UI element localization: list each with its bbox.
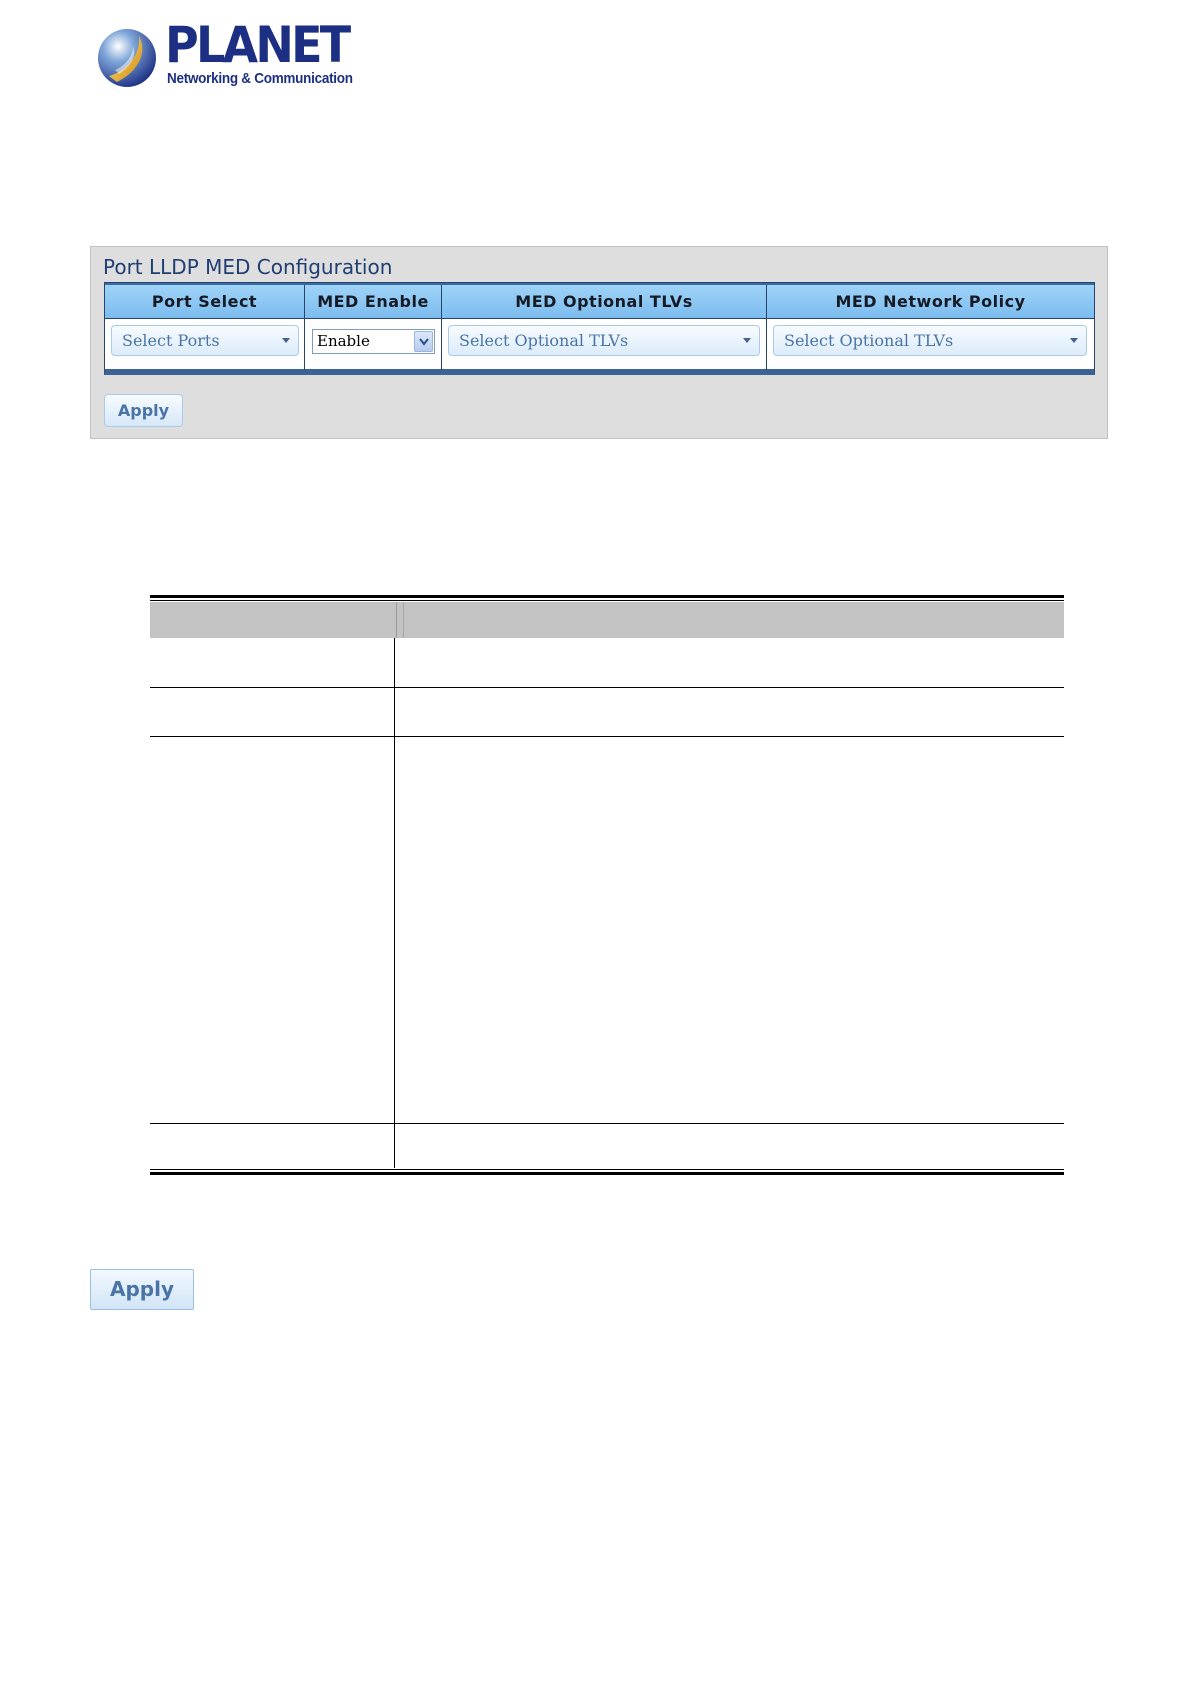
chevron-down-icon xyxy=(1070,338,1078,343)
panel-title: Port LLDP MED Configuration xyxy=(103,255,393,279)
optional-tlvs-value: Select Optional TLVs xyxy=(459,331,629,350)
table-bottom-rule xyxy=(150,1169,1064,1175)
med-enable-select[interactable] xyxy=(312,329,435,354)
network-policy-value: Select Optional TLVs xyxy=(784,331,954,350)
table-header xyxy=(150,602,1064,638)
med-enable-value: Enable xyxy=(317,332,370,350)
config-table-header xyxy=(105,283,1094,319)
apply-button[interactable]: Apply xyxy=(104,394,183,427)
chevron-down-icon xyxy=(282,338,290,343)
header-med-enable: MED Enable xyxy=(304,285,441,318)
header-divider xyxy=(403,602,404,638)
header-med-optional-tlvs: MED Optional TLVs xyxy=(441,285,766,318)
row-divider xyxy=(150,736,1064,737)
network-policy-dropdown[interactable] xyxy=(773,325,1087,356)
port-select-dropdown[interactable] xyxy=(111,325,299,356)
header-divider xyxy=(396,602,397,638)
chevron-down-icon xyxy=(419,338,429,346)
chevron-down-icon xyxy=(743,338,751,343)
dropdown-button[interactable] xyxy=(414,331,433,352)
cell-med-optional-tlvs xyxy=(441,319,766,370)
apply-button-large[interactable]: Apply xyxy=(90,1269,194,1310)
globe-icon xyxy=(95,26,159,90)
cell-med-network-policy xyxy=(766,319,1094,370)
planet-logo xyxy=(95,16,355,94)
description-table xyxy=(150,595,1064,1177)
header-port-select: Port Select xyxy=(151,292,258,311)
optional-tlvs-dropdown[interactable] xyxy=(448,325,760,356)
lldp-med-config-panel xyxy=(90,246,1108,439)
logo-wordmark: PLANET xyxy=(165,16,349,74)
config-table-row xyxy=(105,319,1094,370)
table-top-rule xyxy=(150,595,1064,601)
port-select-value: Select Ports xyxy=(122,331,220,350)
config-table xyxy=(104,282,1095,375)
column-divider xyxy=(394,638,395,1168)
row-divider xyxy=(150,687,1064,688)
header-med-network-policy: MED Network Policy xyxy=(766,285,1094,318)
cell-port-select xyxy=(105,319,304,370)
row-divider xyxy=(150,1123,1064,1124)
logo-tagline: Networking & Communication xyxy=(167,70,353,87)
cell-med-enable xyxy=(304,319,441,370)
